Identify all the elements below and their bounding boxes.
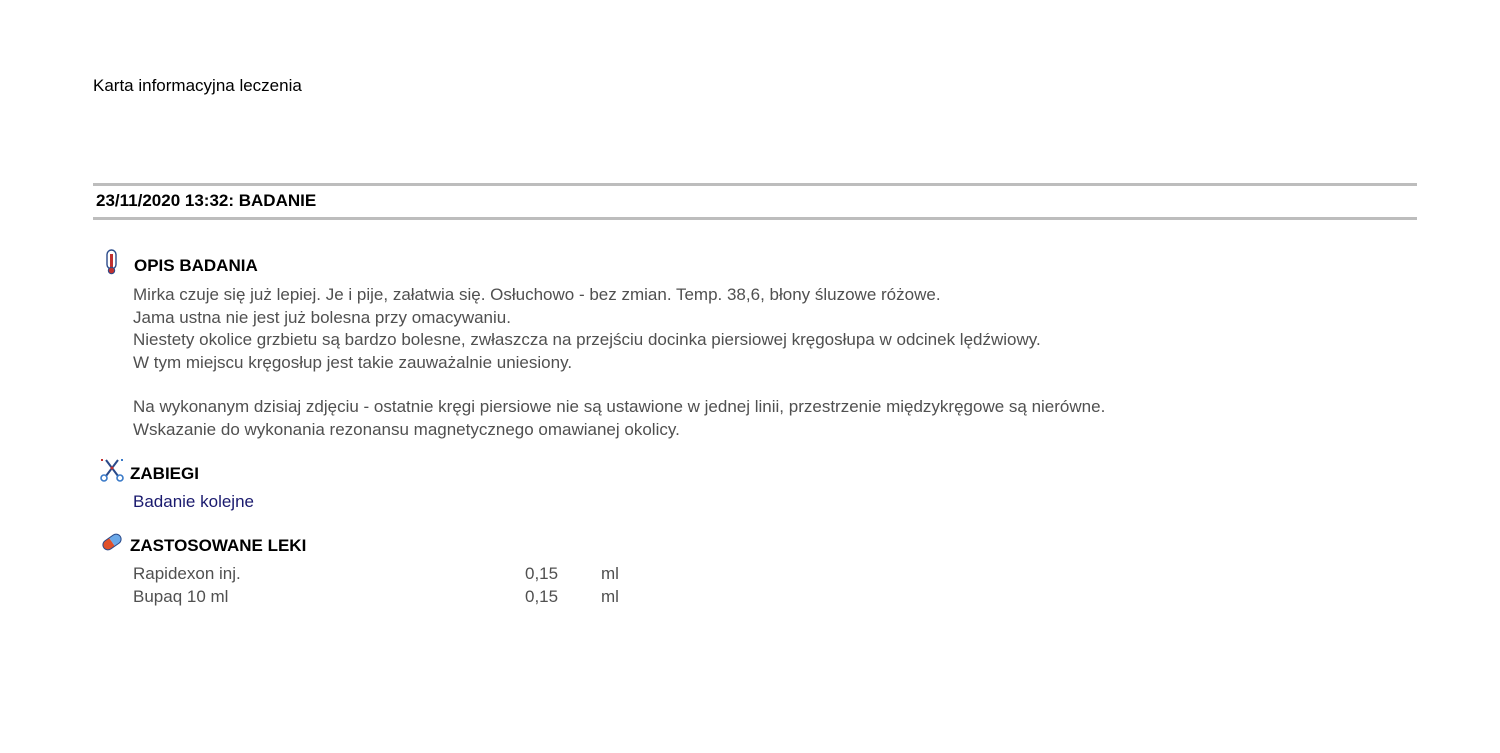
document-title: Karta informacyjna leczenia <box>93 76 302 95</box>
description-line: Na wykonanym dzisiaj zdjęciu - ostatnie kręgi piersiowe nie są ustawione w jednej linii, przestrzenie międzykręgowe są nierówne. <box>133 397 1106 416</box>
paragraph-gap <box>133 374 1105 396</box>
pill-icon <box>98 528 130 556</box>
section-title: OPIS BADANIA <box>134 256 258 275</box>
header-rule-bottom <box>93 217 1417 220</box>
scissors-icon <box>98 456 130 484</box>
section-zastosowane-leki <box>98 528 661 608</box>
procedure-item[interactable]: Badanie kolejne <box>133 492 254 511</box>
section-opis-badania <box>98 248 1105 441</box>
section-header <box>98 248 1105 276</box>
thermometer-icon <box>98 248 128 276</box>
drug-row <box>133 585 661 608</box>
section-header <box>98 456 254 484</box>
section-zabiegi <box>98 456 254 514</box>
drug-quantity: 0,15 <box>525 587 559 606</box>
drug-table <box>133 562 661 608</box>
description-line: Jama ustna nie jest już bolesna przy omacywaniu. <box>133 307 511 327</box>
section-title: ZASTOSOWANE LEKI <box>130 536 307 555</box>
section-title: ZABIEGI <box>130 464 199 483</box>
drug-name: Bupaq 10 ml <box>133 587 229 606</box>
description-line: Mirka czuje się już lepiej. Je i pije, załatwia się. Osłuchowo - bez zmian. Temp. 38,6, błony śluzowe różowe. <box>133 285 941 304</box>
header-rule-top <box>93 183 1417 186</box>
drug-row <box>133 562 661 585</box>
description-line: Wskazanie do wykonania rezonansu magnetycznego omawianej okolicy. <box>133 419 680 439</box>
drug-unit: ml <box>601 564 619 583</box>
exam-description <box>133 284 1105 441</box>
description-line: W tym miejscu kręgosłup jest takie zauważalnie uniesiony. <box>133 352 573 372</box>
drug-unit: ml <box>601 587 619 606</box>
drug-quantity: 0,15 <box>525 564 559 583</box>
description-line: Niestety okolice grzbietu są bardzo bolesne, zwłaszcza na przejściu docinka piersiowej kręgosłupa w odcinek lędźwiowy. <box>133 330 1041 349</box>
drug-name: Rapidexon inj. <box>133 564 241 583</box>
visit-header: 23/11/2020 13:32: BADANIE <box>96 191 317 210</box>
section-header <box>98 528 661 556</box>
